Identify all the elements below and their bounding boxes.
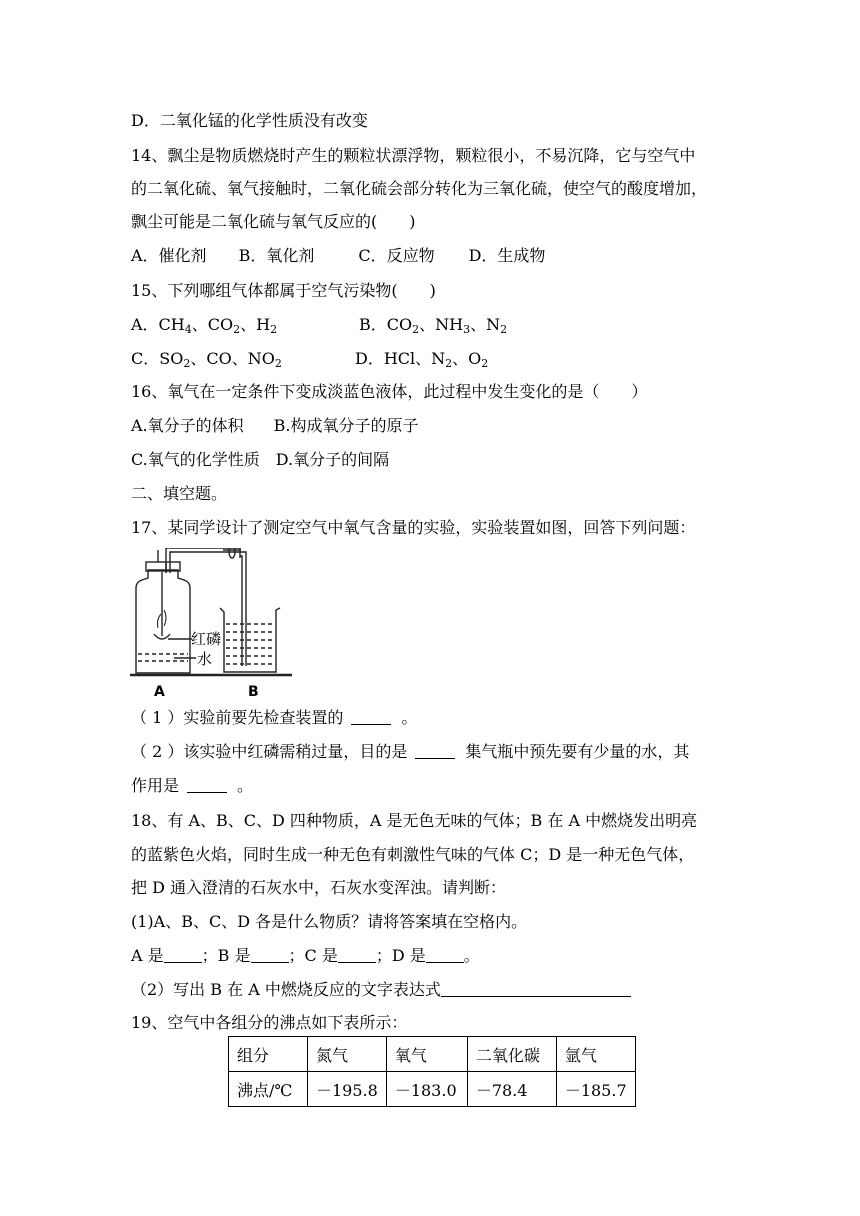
q17-stem: 17、某同学设计了测定空气中氧气含量的实验，实验装置如图，回答下列问题：	[131, 518, 696, 537]
q15-option-d: D．HCl、$N_2$、$O_2$	[355, 349, 489, 370]
q18-line-1: 18、有 A、B、C、D 四种物质，A 是无色无味的气体；B 在 A 中燃烧发出明亮	[131, 811, 698, 830]
figure-label-red-phosphorus: 红磷	[191, 630, 222, 648]
q15-option-c: C．$SO_2$、CO、$NO_2$	[131, 349, 282, 370]
q18-line-4: (1)A、B、C、D 各是什么物质？请将答案填在空格内。	[131, 912, 528, 931]
q16-stem: 16、氧气在一定条件下变成淡蓝色液体，此过程中发生变化的是（ ）	[131, 382, 648, 401]
q18-part-2: （2）写出 B 在 A 中燃烧反应的文字表达式	[131, 979, 631, 1001]
q16-option-c: C.氧气的化学性质	[131, 450, 260, 469]
figure-label-a: A	[154, 684, 165, 700]
q17-part-2: （ 2 ）该实验中红磷需稍过量，目的是 集气瓶中预先要有少量的水，其	[131, 742, 690, 761]
q18-line-3: 把 D 通入澄清的石灰水中，石灰水变浑浊。请判断：	[131, 878, 507, 897]
q18-answers: A 是 ；B 是 ；C 是 ；D 是 。	[131, 946, 480, 965]
table-row: 沸点/℃ －195.8 －183.0 －78.4 －185.7	[229, 1072, 636, 1107]
q17-part-1: （ 1 ）实验前要先检查装置的 。	[131, 708, 418, 727]
q14-options	[131, 245, 545, 267]
q14-option-b: B．氧化剂	[238, 246, 315, 265]
section-heading: 二、填空题。	[131, 484, 228, 503]
q15-options-cd	[131, 348, 489, 370]
q15-stem: 15、下列哪组气体都属于空气污染物( )	[131, 281, 436, 300]
answer-blank	[415, 742, 455, 759]
figure-label-water: 水	[197, 650, 213, 668]
q14-option-c: C．反应物	[358, 246, 435, 265]
figure-label-b: B	[248, 684, 259, 700]
q15-options-ab	[131, 314, 508, 336]
q14-line-2: 的二氧化硫、氧气接触时，二氧化硫会部分转化为三氧化硫，使空气的酸度增加，	[131, 179, 708, 198]
q14-option-d: D．生成物	[468, 246, 546, 265]
q16-option-b: B.构成氧分子的原子	[273, 416, 419, 435]
q16-options-cd	[131, 449, 389, 471]
table-row: 组分 氮气 氧气 二氧化碳 氩气	[229, 1037, 636, 1072]
q15-option-a: A．$CH_4$、$CO_2$、$H_2$	[131, 315, 278, 336]
q14-option-a: A．催化剂	[131, 246, 207, 265]
q16-options-ab	[131, 415, 419, 437]
q19-stem: 19、空气中各组分的沸点如下表所示：	[131, 1013, 408, 1032]
apparatus-figure	[128, 548, 298, 700]
answer-blank	[351, 708, 391, 725]
q14-line-3: 飘尘可能是二氧化硫与氧气反应的( )	[131, 212, 416, 231]
q16-option-a: A.氧分子的体积	[131, 416, 244, 435]
answer-blank	[187, 776, 227, 793]
q16-option-d: D.氧分子的间隔	[275, 450, 390, 469]
q17-part-2-cont: 作用是 。	[131, 776, 254, 795]
q18-line-2: 的蓝紫色火焰，同时生成一种无色有刺激性气味的气体 C；D 是一种无色气体，	[131, 845, 695, 864]
boiling-point-table	[228, 1036, 636, 1107]
q14-line-1: 14、飘尘是物质燃烧时产生的颗粒状漂浮物，颗粒很小，不易沉降，它与空气中	[131, 146, 696, 165]
q15-option-b: B．$CO_2$、$NH_3$、$N_2$	[359, 315, 508, 336]
q13-option-d: D．二氧化锰的化学性质没有改变	[131, 111, 368, 130]
